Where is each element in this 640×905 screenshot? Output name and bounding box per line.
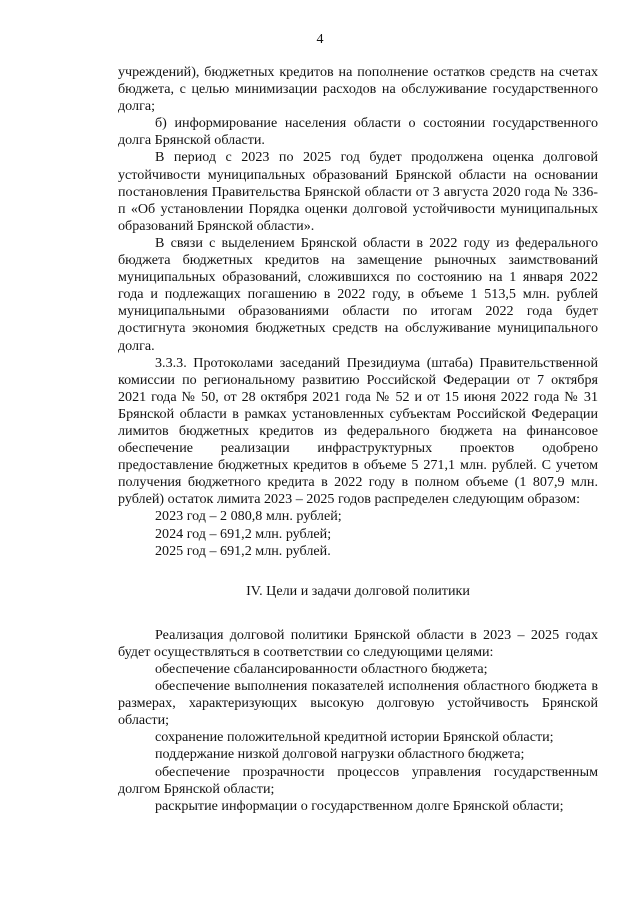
paragraph: 3.3.3. Протоколами заседаний Президиума (штаба) Правительственной комиссии по региональному развитию Российской Федерации от 7 октября 2021 года № 50, от 28 октября 2021 года № 52 и от 15 июня 2022 года № 31 Брянской области в рамках установленных субъектам Российской Федерации лимитов бюджетных кредитов из федерального бюджета на финансовое обеспечение реализации инфраструктурных проектов одобрено предоставление бюджетных кредитов в объеме 5 271,1 млн. рублей. С учетом получения бюджетного кредита в 2022 году в полном объеме (1 807,9 млн. рублей) остаток лимита 2023 – 2025 годов распределен следующим образом: bbox=[118, 354, 598, 508]
goal-item: поддержание низкой долговой нагрузки областного бюджета; bbox=[155, 746, 525, 763]
goal-item: обеспечение сбалансированности областного бюджета; bbox=[155, 661, 488, 677]
page-number: 4 bbox=[316, 32, 324, 47]
goal-item: раскрытие информации о государственном долге Брянской области; bbox=[155, 797, 564, 814]
limit-line: 2023 год – 2 080,8 млн. рублей; bbox=[155, 508, 342, 525]
paragraph: В связи с выделением Брянской области в 2022 году из федерального бюджета бюджетных кредитов на замещение рыночных заимствований муниципальных образований, сложившихся по состоянию на 1 января 2022 года и подлежащих погашению в 2022 году, в объеме 1 513,5 млн. рублей муниципальными образованиями области по итогам 2022 года будет достигнута экономия бюджетных средств на обслуживание муниципального долга. bbox=[118, 234, 598, 354]
document-body bbox=[118, 64, 598, 815]
section-intro: Реализация долговой политики Брянской области в 2023 – 2025 годах будет осуществляться в соответствии со следующими целями: bbox=[118, 626, 598, 660]
paragraph: б) информирование населения области о состоянии государственного долга Брянской области. bbox=[118, 115, 598, 149]
goal-item: сохранение положительной кредитной истории Брянской области; bbox=[155, 729, 554, 746]
goal-item: обеспечение выполнения показателей исполнения областного бюджета в размерах, характеризующих высокую долговую устойчивость Брянской области; bbox=[118, 678, 598, 729]
limit-line: 2024 год – 691,2 млн. рублей; bbox=[155, 525, 332, 542]
section-heading: IV. Цели и задачи долговой политики bbox=[246, 582, 470, 599]
paragraph: В период с 2023 по 2025 год будет продолжена оценка долговой устойчивости муниципальных образований Брянской области на основании постановления Правительства Брянской области от 3 августа 2020 года № 336-п «Об установлении Порядка оценки долговой устойчивости муниципальных образований Брянской области». bbox=[118, 149, 598, 234]
paragraph: учреждений), бюджетных кредитов на пополнение остатков средств на счетах бюджета, с целью минимизации расходов на обслуживание государственного долга; bbox=[118, 64, 598, 115]
limit-line: 2025 год – 691,2 млн. рублей. bbox=[155, 542, 331, 559]
goal-item: обеспечение прозрачности процессов управления государственным долгом Брянской области; bbox=[118, 763, 598, 797]
